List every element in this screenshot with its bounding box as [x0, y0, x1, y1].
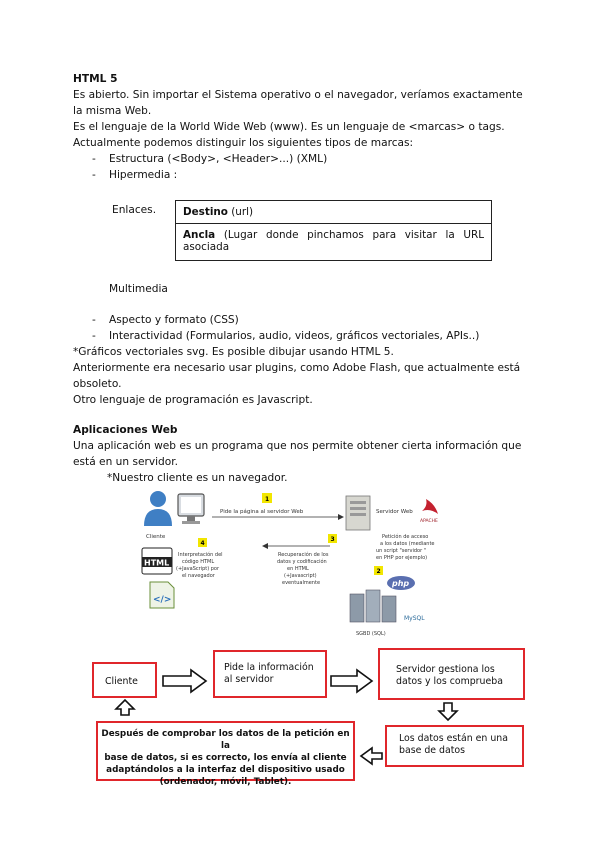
- paragraph-line: Una aplicación web es un programa que nos permite obtener cierta información que: [73, 440, 522, 452]
- paragraph-line: Anteriormente era necesario usar plugins, como Adobe Flash, que actualmente está: [73, 362, 521, 374]
- flow-box-text: Después de comprobar los datos de la petición en la: [101, 729, 350, 751]
- flow-box-text: base de datos: [399, 745, 466, 756]
- paragraph-line: Otro lenguaje de programación es Javascript.: [73, 394, 313, 406]
- paragraph-line: Es el lenguaje de la World Wide Web (www). Es un lenguaje de <marcas> o tags.: [73, 121, 505, 133]
- paragraph-line: obsoleto.: [73, 378, 122, 390]
- paragraph-line: Es abierto. Sin importar el Sistema operativo o el navegador, veríamos exactamente: [73, 89, 523, 101]
- flow-box-text: datos y los comprueba: [396, 676, 503, 687]
- paragraph-line: la misma Web.: [73, 105, 152, 117]
- client-label: Cliente: [146, 534, 166, 540]
- bullet-item: - Estructura (<Body>, <Header>...) (XML): [109, 151, 327, 167]
- paragraph-line: está en un servidor.: [73, 456, 179, 468]
- svg-text:Interpretación del: Interpretación del: [178, 552, 223, 558]
- enlaces-label: Enlaces.: [112, 204, 157, 216]
- flow-box-text: Los datos están en una: [399, 733, 508, 744]
- svg-text:el navegador: el navegador: [182, 573, 215, 579]
- php-label: php: [392, 579, 410, 588]
- destino-cell: Destino (url): [176, 201, 492, 224]
- svg-text:</>: </>: [153, 595, 172, 605]
- svg-text:HTML: HTML: [144, 558, 170, 568]
- svg-text:en PHP por ejemplo): en PHP por ejemplo): [376, 555, 428, 561]
- bullet-item: - Hipermedia :: [109, 167, 177, 183]
- section-heading-apps: Aplicaciones Web: [73, 424, 178, 436]
- svg-text:a los datos (mediante: a los datos (mediante: [380, 541, 435, 547]
- flow-box-text: adaptándolos a la interfaz del dispositivo usado: [106, 765, 345, 775]
- svg-text:(+JavaScript) por: (+JavaScript) por: [176, 566, 220, 572]
- note-client: *Nuestro cliente es un navegador.: [107, 472, 288, 484]
- ancla-cell: Ancla (Lugar donde pinchamos para visitar la URL asociada: [176, 224, 492, 261]
- arrow-right-icon: [163, 670, 206, 692]
- svg-text:en HTML: en HTML: [287, 566, 309, 572]
- bullet-item: - Aspecto y formato (CSS): [109, 312, 239, 328]
- svg-text:código HTML: código HTML: [182, 559, 215, 565]
- step-number: 4: [200, 540, 205, 547]
- flow-box-text: al servidor: [224, 674, 274, 685]
- section-heading-html5: HTML 5: [73, 73, 118, 85]
- flow-box-text: Servidor gestiona los: [396, 664, 495, 675]
- bullet-item: - Interactividad (Formularios, audio, videos, gráficos vectoriales, APIs..): [109, 328, 479, 344]
- arrow-right-icon: [331, 670, 372, 692]
- multimedia-label: Multimedia: [109, 283, 168, 295]
- step1-text: Pide la página al servidor Web: [220, 509, 304, 515]
- mysql-label: MySQL: [404, 615, 425, 622]
- svg-text:Petición de acceso: Petición de acceso: [382, 534, 429, 540]
- step-number: 2: [376, 568, 381, 575]
- svg-text:un script "servidor ": un script "servidor ": [376, 548, 427, 554]
- flow-box-text: base de datos, si es correcto, los envía al cliente: [104, 753, 347, 763]
- step-number: 3: [330, 536, 335, 543]
- svg-text:eventualmente: eventualmente: [282, 580, 321, 586]
- arrow-down-icon: [439, 703, 457, 720]
- server-label: Servidor Web: [376, 509, 413, 515]
- flow-box-text: (ordenador, móvil, Tablet).: [159, 777, 292, 787]
- step-number: 1: [265, 496, 270, 503]
- svg-text:datos y codificación: datos y codificación: [277, 559, 327, 565]
- apache-label: APACHE: [420, 519, 438, 524]
- arrow-up-icon: [116, 700, 134, 715]
- svg-text:Recuperación de los: Recuperación de los: [278, 552, 329, 558]
- paragraph-line: Actualmente podemos distinguir los siguientes tipos de marcas:: [73, 137, 414, 149]
- flow-box-text: Cliente: [105, 676, 138, 687]
- flow-box-text: Pide la información: [224, 662, 314, 673]
- arrow-left-icon: [361, 748, 382, 764]
- svg-text:(+Javascript): (+Javascript): [284, 573, 317, 579]
- note-svg: *Gráficos vectoriales svg. Es posible dibujar usando HTML 5.: [73, 346, 394, 358]
- sgbd-label: SGBD (SQL): [356, 631, 386, 637]
